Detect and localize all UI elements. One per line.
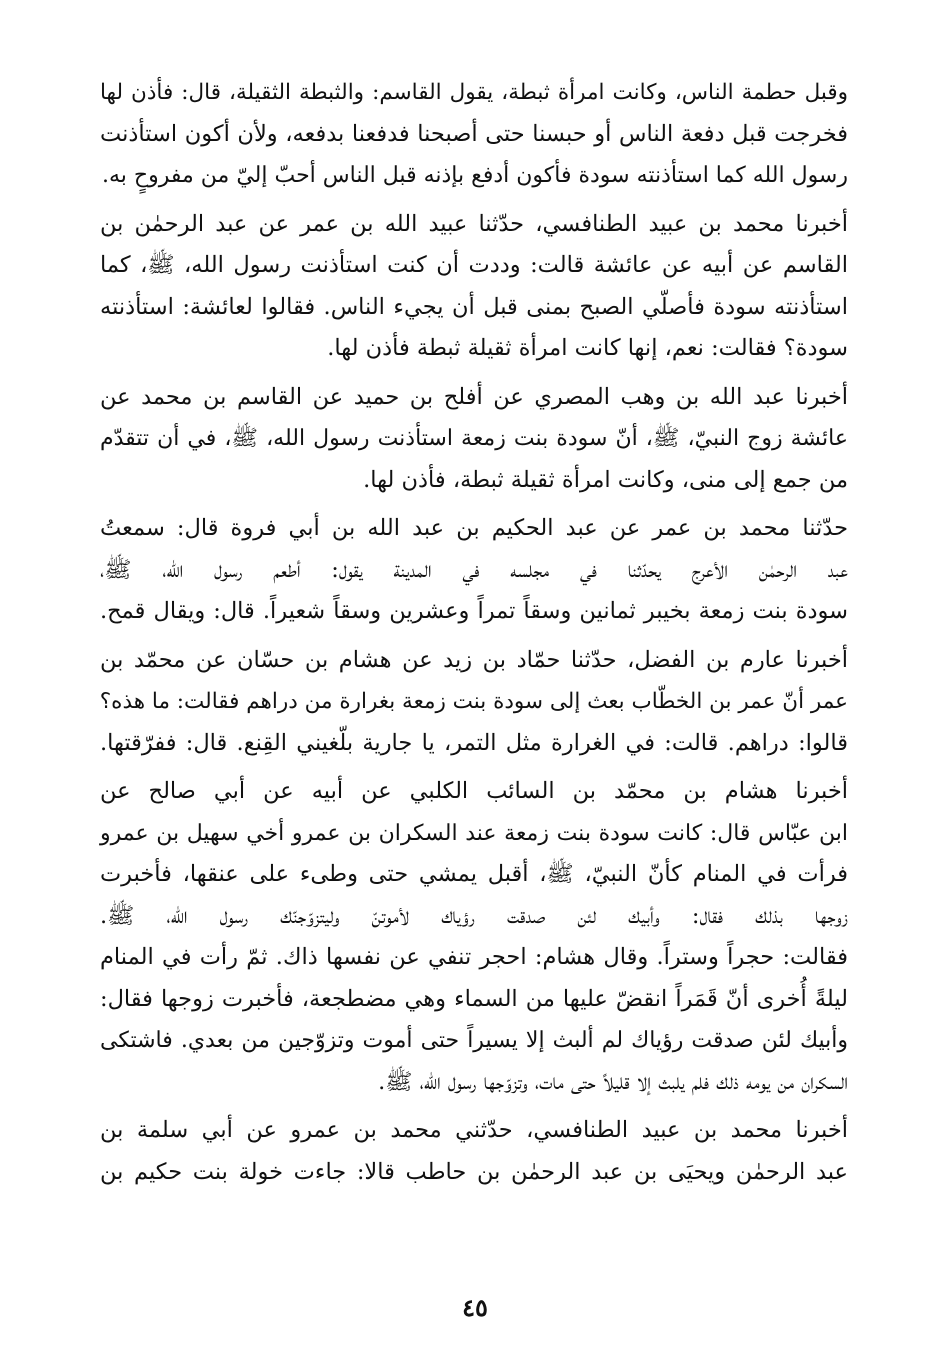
text-line: أخبرنا هشام بن محمّد بن السائب الكلبي عن أبيه عن أبي صالح عن [100, 778, 848, 804]
text-line: فخرجت قبل دفعة الناس أو حبسنا حتى أصبحنا فدفعنا بدفعه، ولأن أكون استأذنت [100, 120, 848, 147]
text-line: وقبل حطمة الناس، وكانت امرأة ثبطة، يقول القاسم: والثبطة الثقيلة، قال: فأذن لها [100, 80, 848, 105]
text-line: عبد الرحمٰن الأعرج يحدّثنا في مجلسه في المدينة يقول: أطعم رسول الله، ﷺ، [100, 556, 848, 583]
text-line: عمر أنّ عمر بن الخطّاب بعث إلى سودة بنت زمعة بغرارة من دراهم فقالت: ما هذه؟ [99, 689, 848, 714]
text-line: أخبرنا عارم بن الفضل، حدّثنا حمّاد بن زيد عن هشام بن حسّان عن محمّد بن [100, 646, 848, 673]
text-line: القاسم عن أبيه عن عائشة قالت: وددت أن كنت استأذنت رسول الله، ﷺ، كما [100, 252, 848, 278]
text-line: عائشة زوج النبيّ، ﷺ، أنّ سودة بنت زمعة استأذنت رسول الله، ﷺ، في أن تتقدّم [100, 426, 848, 451]
paragraph-7 [100, 1110, 848, 1193]
text-line: وأبيك لئن صدقت رؤياك لم ألبث إلا يسيراً حتى أموت وتزوّجين من بعدي. فاشتكى [100, 1028, 848, 1053]
text-line: السكران من يومه ذلك فلم يلبث إلا قليلاً حتى مات، وتزوّجها رسول الله، ﷺ. [378, 1068, 848, 1095]
paragraph-6 [100, 771, 848, 1103]
text-line: أخبرنا عبد الله بن وهب المصري عن أفلح بن حميد عن القاسم بن محمد عن [100, 383, 848, 410]
text-line: ليلةً أُخرى أنّ قَمَراً انقضّ عليها من السماء وهي مضطجعة، فأخبرت زوجها فقال: [100, 985, 848, 1012]
text-line: سودة؟ فقالت: نعم، إنها كانت امرأة ثقيلة ثبطة فأذن لها. [327, 335, 848, 361]
page-number: ٤٥ [462, 1293, 488, 1322]
paragraph-4 [100, 508, 848, 633]
text-line: فقالت: حجراً وستراً. وقال هشام: احجر تنفي عن نفسها ذاك. ثمّ رأت في المنام [100, 944, 848, 970]
page-body [100, 72, 848, 1193]
paragraph-3 [100, 377, 848, 502]
text-line: عبد الرحمٰن ويحيَى بن عبد الرحمٰن بن حاطب قالا: جاءت خولة بنت حكيم بن [100, 1158, 848, 1185]
text-line: رسول الله كما استأذنته سودة فأكون أدفع بإذنه قبل الناس أحبّ إليّ من مفروحٍ به. [102, 163, 848, 188]
paragraph-1 [100, 72, 848, 197]
text-line: ابن عبّاس قال: كانت سودة بنت زمعة عند السكران بن عمرو أخي سهيل بن عمرو [100, 820, 848, 846]
paragraph-2 [100, 204, 848, 370]
text-line: من جمع إلى منى، وكانت امرأة ثقيلة ثبطة، فأذن لها. [363, 466, 848, 493]
text-line: قالوا: دراهم. قالت: في الغرارة مثل التمر، يا جارية بلّغيني القِنع. قال: ففرّقتها. [100, 729, 848, 756]
paragraph-5 [100, 640, 848, 765]
text-line: زوجها بذلك فقال: وأبيك لئن صدقت رؤياك لأموتنّ وليتزوّجنّك رسول الله، ﷺ. [100, 902, 848, 929]
text-line: أخبرنا محمد بن عبيد الطنافسي، حدّثني محمد بن عمرو عن أبي سلمة بن [100, 1117, 848, 1143]
text-line: حدّثنا محمد بن عمر عن عبد الحكيم بن عبد الله بن أبي فروة قال: سمعتُ [100, 515, 848, 541]
text-line: أخبرنا محمد بن عبيد الطنافسي، حدّثنا عبيد الله بن عمر عن عبد الرحمٰن بن [100, 210, 848, 237]
text-line: فرأت في المنام كأنّ النبيّ، ﷺ، أقبل يمشي حتى وطىء على عنقها، فأخبرت [100, 861, 848, 887]
text-line: استأذنته سودة فأصلّي الصبح بمنى قبل أن يجيء الناس. فقالوا لعائشة: استأذنته [100, 293, 848, 320]
text-line: سودة بنت زمعة بخيبر ثمانين وسقاً تمراً وعشرين وسقاً شعيراً. قال: ويقال قمح. [100, 598, 848, 624]
